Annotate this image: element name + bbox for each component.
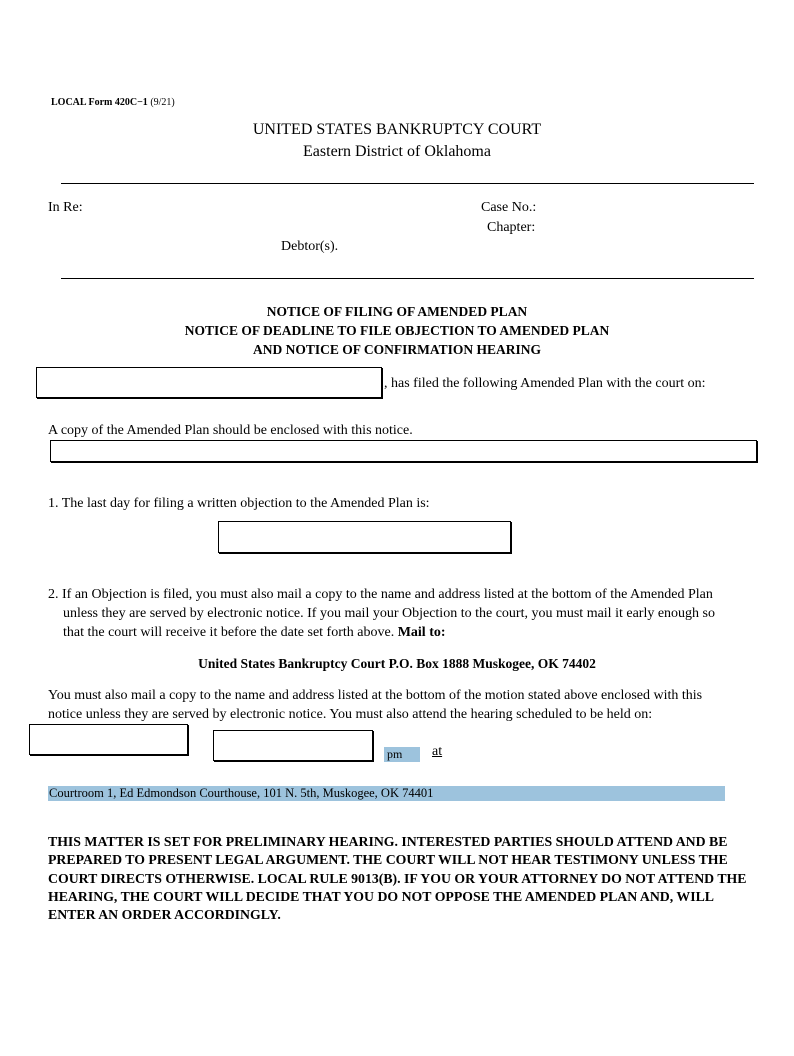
chapter-label: Chapter: bbox=[487, 220, 536, 235]
objection-line-3 bbox=[48, 623, 758, 642]
debtors-label: Debtor(s). bbox=[281, 239, 339, 254]
notice-heading-2: NOTICE OF DEADLINE TO FILE OBJECTION TO AMENDED PLAN bbox=[184, 323, 610, 338]
am-pm-select[interactable]: pm bbox=[384, 747, 420, 762]
district-name: Eastern District of Oklahoma bbox=[303, 143, 491, 160]
form-number: LOCAL Form 420C−1 bbox=[51, 97, 148, 108]
caption-divider bbox=[61, 278, 754, 279]
objection-line-1: 2. If an Objection is filed, you must also mail a copy to the name and address listed at the bottom of the Amended Plan bbox=[48, 587, 713, 602]
hearing-time-field[interactable] bbox=[213, 730, 373, 761]
amended-plan-filed-date-field[interactable] bbox=[50, 440, 757, 462]
objection-line-3-text: that the court will receive it before the date set forth above. bbox=[63, 625, 395, 640]
copy-enclosed-text: A copy of the Amended Plan should be enclosed with this notice. bbox=[48, 423, 413, 438]
case-no-label: Case No.: bbox=[481, 200, 537, 215]
at-label: at bbox=[432, 744, 443, 759]
hearing-date-field[interactable] bbox=[29, 724, 188, 755]
in-re-label: In Re: bbox=[48, 200, 83, 215]
objection-line-2: unless they are served by electronic notice. If you mail your Objection to the court, you must mail it early enough so bbox=[63, 606, 715, 621]
form-identifier bbox=[51, 97, 175, 108]
objection-deadline-field[interactable] bbox=[218, 521, 511, 553]
top-divider bbox=[61, 183, 754, 184]
notice-heading-1: NOTICE OF FILING OF AMENDED PLAN bbox=[266, 304, 528, 319]
filed-statement: , has filed the following Amended Plan with the court on: bbox=[384, 376, 706, 391]
mailing-address: United States Bankruptcy Court P.O. Box 1888 Muskogee, OK 74402 bbox=[198, 656, 596, 671]
hearing-line-1: You must also mail a copy to the name and address listed at the bottom of the motion stated above enclosed with this bbox=[48, 688, 703, 703]
court-name: UNITED STATES BANKRUPTCY COURT bbox=[252, 121, 542, 138]
hearing-instructions bbox=[48, 686, 758, 724]
form-revision: (9/21) bbox=[150, 97, 175, 108]
courtroom-location-field[interactable]: Courtroom 1, Ed Edmondson Courthouse, 101 N. 5th, Muskogee, OK 74401 bbox=[48, 786, 725, 801]
objection-deadline-text: 1. The last day for filing a written objection to the Amended Plan is: bbox=[48, 496, 430, 511]
notice-heading-3: AND NOTICE OF CONFIRMATION HEARING bbox=[252, 342, 541, 357]
mail-to-label: Mail to: bbox=[397, 625, 446, 640]
hearing-line-2: notice unless they are served by electronic notice. You must also attend the hearing scheduled to be held on: bbox=[48, 707, 653, 722]
filer-name-field[interactable] bbox=[36, 367, 382, 398]
preliminary-hearing-warning: THIS MATTER IS SET FOR PRELIMINARY HEARING. INTERESTED PARTIES SHOULD ATTEND AND BE PREPARED TO PRESENT LEGAL ARGUMENT. THE COURT WILL NOT HEAR TESTIMONY UNLESS THE COURT DIRECTS OTHERWISE. LOCAL RULE 9013(B). IF YOU OR YOUR ATTORNEY DO NOT ATTEND THE HEARING, THE COURT WILL DECIDE THAT YOU DO NOT OPPOSE THE AMENDED PLAN AND, WILL ENTER AN ORDER ACCORDINGLY. bbox=[48, 834, 747, 923]
objection-instructions bbox=[48, 585, 758, 642]
